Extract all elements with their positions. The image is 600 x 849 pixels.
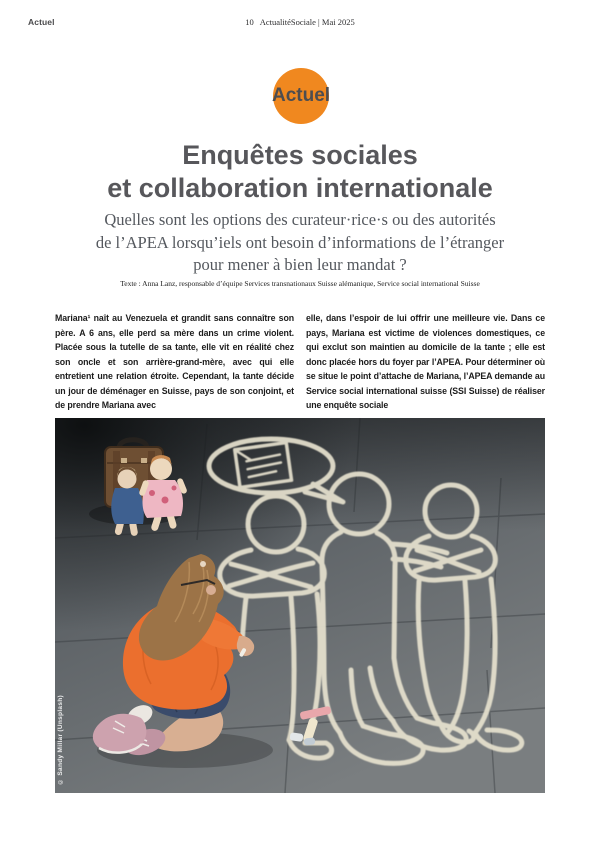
section-label: Actuel xyxy=(28,17,55,27)
issue-title: ActualitéSociale | Mai 2025 xyxy=(259,17,355,27)
chalk-family-photo-illustration xyxy=(55,418,545,793)
article-title xyxy=(0,139,600,205)
article-subtitle-line2: de l’APEA lorsqu’iels ont besoin d’informations de l’étranger xyxy=(95,232,505,252)
body-column-2: elle, dans l’espoir de lui offrir une meilleure vie. Dans ce pays, Mariana est victime de violences domestiques, ce qui exclut son maintien au domicile de la tante ; elle est donc placée hors du foyer par l’APEA. Pour déterminer où se situe le point d’attache de Mariana, l’APEA demande au Service social international suisse (SSI Suisse) de réaliser une enquête sociale xyxy=(306,313,545,410)
article-title-line2: et collaboration internationale xyxy=(107,173,493,203)
article-subtitle-line3: pour mener à bien leur mandat ? xyxy=(193,255,407,274)
article-subtitle-line1: Quelles sont les options des curateur·rice·s ou des autorités xyxy=(104,210,496,229)
article-photo xyxy=(55,418,545,793)
article-title-line1: Enquêtes sociales xyxy=(182,140,418,170)
photo-credit: © Sandy Millar (Unsplash) xyxy=(57,695,64,785)
article-subtitle xyxy=(55,209,545,277)
body-column-1: Mariana¹ naît au Venezuela et grandit sans connaître son père. A 6 ans, elle perd sa mère dans un crime violent. Placée sous la tutelle de sa tante, elle vit en réalité chez son oncle et son arrière-grand-mère, avec qui elle entretient une relation étroite. Cependant, la tante décide un jour de déménager en Suisse, pays de son conjoint, et de prendre Mariana avec xyxy=(55,313,294,410)
section-badge-label: Actuel xyxy=(271,85,331,106)
section-badge xyxy=(273,68,329,124)
article-byline: Texte : Anna Lanz, responsable d’équipe Services transnationaux Suisse alémanique, Service social international Suisse xyxy=(120,279,480,288)
page-number: 10 xyxy=(245,17,254,27)
running-head xyxy=(0,17,600,27)
article-body xyxy=(55,311,545,413)
